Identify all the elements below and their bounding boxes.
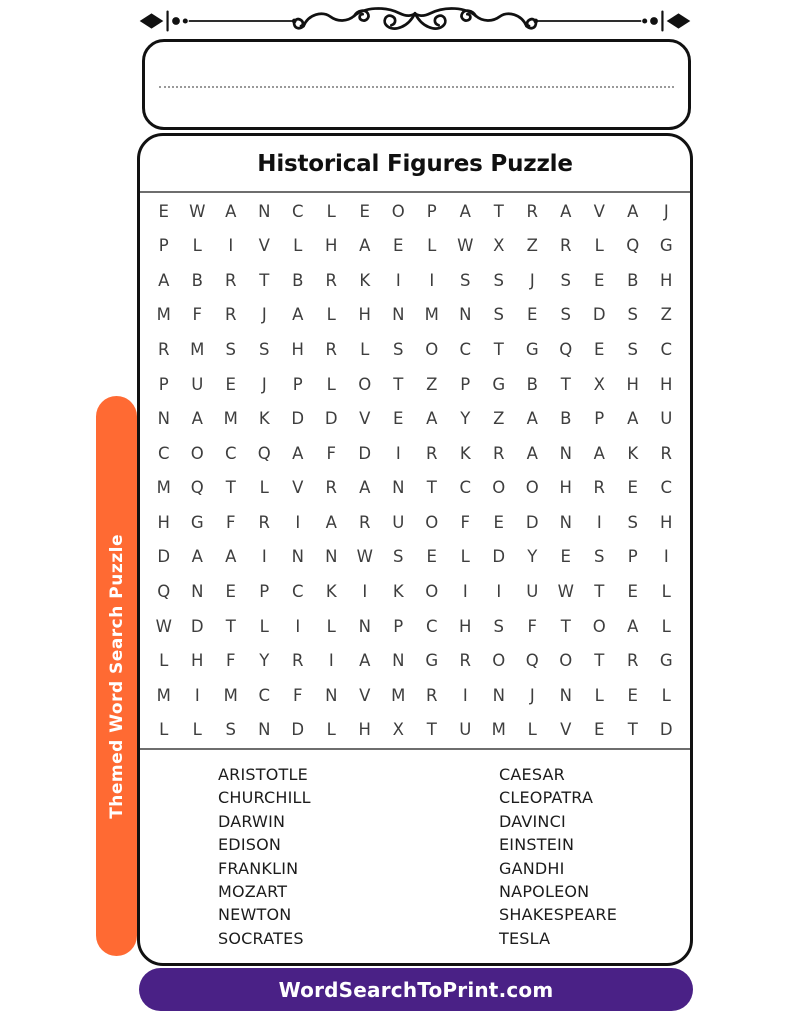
grid-cell: E [527, 305, 538, 325]
grid-cell: Z [660, 305, 672, 325]
grid-cell: M [223, 685, 238, 705]
grid-cell: W [155, 616, 172, 636]
grid-cell: N [492, 685, 505, 705]
grid-cell: I [462, 685, 468, 705]
grid-cell: U [191, 374, 204, 394]
word-item: CAESAR [499, 765, 565, 784]
grid-cell: I [663, 547, 669, 567]
grid-cell: H [660, 270, 673, 290]
grid-cell: C [258, 685, 271, 705]
grid-cell: K [258, 409, 270, 429]
grid-cell: O [492, 651, 506, 671]
grid-cell: S [560, 305, 571, 325]
grid-cell: C [291, 581, 304, 601]
grid-cell: O [525, 478, 539, 498]
grid-cell: Z [526, 236, 538, 256]
word-item: NEWTON [218, 905, 292, 925]
grid-cell: A [359, 236, 371, 256]
grid-cell: A [459, 201, 471, 221]
grid-cell: V [359, 409, 371, 429]
grid-cell: D [291, 720, 305, 740]
grid-cell: N [157, 409, 170, 429]
grid-cell: S [259, 340, 270, 360]
grid-cell: B [560, 409, 572, 429]
flourish-divider-icon [138, 4, 692, 38]
grid-cell: P [158, 374, 169, 394]
grid-cell: R [526, 201, 538, 221]
grid-cell: H [660, 512, 673, 532]
grid-cell: R [258, 512, 270, 532]
grid-cell: V [292, 478, 304, 498]
grid-cell: T [225, 478, 236, 498]
grid-cell: S [627, 512, 638, 532]
grid-cell: H [358, 305, 371, 325]
grid-cell: H [291, 340, 304, 360]
grid-cell: J [529, 270, 535, 290]
grid-cell: F [192, 305, 202, 325]
word-item: MOZART [218, 882, 288, 902]
grid-cell: E [627, 685, 638, 705]
grid-cell: B [292, 270, 304, 290]
grid-cell: D [291, 409, 305, 429]
grid-cell: E [426, 547, 437, 567]
grid-cell: L [326, 616, 336, 636]
grid-cell: L [326, 374, 336, 394]
grid-cell: E [493, 512, 504, 532]
grid-cell: A [560, 201, 572, 221]
grid-cell: J [529, 685, 535, 705]
grid-cell: R [325, 478, 337, 498]
grid-cell: H [325, 236, 338, 256]
word-item: CLEOPATRA [499, 788, 594, 808]
grid-cell: E [627, 478, 638, 498]
grid-cell: P [393, 616, 404, 636]
grid-cell: A [526, 443, 538, 463]
grid-cell: C [660, 478, 673, 498]
grid-cell: R [426, 685, 438, 705]
grid-cell: L [661, 685, 671, 705]
grid-cell: S [460, 270, 471, 290]
grid-cell: N [559, 443, 572, 463]
grid-cell: I [362, 581, 368, 601]
grid-cell: N [392, 478, 405, 498]
grid-cell: T [393, 374, 404, 394]
grid-cell: D [525, 512, 539, 532]
grid-cell: I [429, 270, 435, 290]
theme-side-tab-label: Themed Word Search Puzzle [106, 533, 127, 819]
grid-cell: R [325, 340, 337, 360]
grid-cell: Q [525, 651, 539, 671]
word-item: FRANKLIN [218, 858, 299, 878]
grid-cell: A [292, 443, 304, 463]
grid-cell: S [627, 340, 638, 360]
grid-cell: P [426, 201, 437, 221]
grid-cell: Y [527, 547, 538, 567]
grid-cell: F [226, 512, 236, 532]
grid-cell: M [156, 305, 171, 325]
grid-cell: I [496, 581, 502, 601]
grid-cell: S [594, 547, 605, 567]
grid-cell: O [425, 512, 439, 532]
word-item: EDISON [218, 835, 282, 855]
grid-cell: A [593, 443, 605, 463]
word-item: GANDHI [499, 858, 565, 878]
grid-cell: S [225, 720, 236, 740]
grid-cell: N [325, 685, 338, 705]
grid-cell: K [459, 443, 471, 463]
grid-cell: I [462, 581, 468, 601]
grid-cell: S [393, 340, 404, 360]
grid-cell: V [560, 720, 572, 740]
grid-cell: N [459, 305, 472, 325]
grid-cell: R [459, 651, 471, 671]
grid-cell: I [395, 270, 401, 290]
grid-cell: L [259, 478, 269, 498]
grid-cell: M [391, 685, 406, 705]
grid-cell: D [190, 616, 204, 636]
grid-cell: L [192, 236, 202, 256]
grid-cell: P [627, 547, 638, 567]
grid-cell: E [393, 236, 404, 256]
grid-cell: E [560, 547, 571, 567]
grid-cell: H [660, 374, 673, 394]
grid-cell: A [526, 409, 538, 429]
grid-cell: L [661, 616, 671, 636]
grid-cell: U [660, 409, 673, 429]
grid-cell: A [191, 547, 203, 567]
grid-cell: K [392, 581, 404, 601]
grid-cell: D [592, 305, 606, 325]
grid-cell: G [190, 512, 204, 532]
grid-cell: M [190, 340, 205, 360]
grid-cell: A [158, 270, 170, 290]
grid-cell: Y [460, 409, 471, 429]
grid-cell: E [594, 720, 605, 740]
grid-cell: L [594, 236, 604, 256]
grid-cell: C [157, 443, 170, 463]
grid-cell: D [324, 409, 338, 429]
grid-cell: O [492, 478, 506, 498]
word-item: DARWIN [218, 811, 286, 831]
grid-cell: T [627, 720, 638, 740]
grid-cell: N [291, 547, 304, 567]
grid-cell: W [356, 547, 373, 567]
grid-cell: R [593, 478, 605, 498]
grid-cell: T [426, 478, 437, 498]
grid-cell: G [425, 651, 439, 671]
grid-cell: Q [626, 236, 640, 256]
grid-cell: L [427, 236, 437, 256]
grid-cell: C [660, 340, 673, 360]
grid-cell: Z [426, 374, 438, 394]
grid-cell: N [392, 651, 405, 671]
grid-cell: C [224, 443, 237, 463]
grid-cell: D [358, 443, 372, 463]
grid-cell: D [492, 547, 506, 567]
grid-cell: C [291, 201, 304, 221]
grid-cell: I [228, 236, 234, 256]
grid-cell: D [659, 720, 673, 740]
grid-cell: T [594, 581, 605, 601]
grid-cell: R [660, 443, 672, 463]
grid-cell: M [491, 720, 506, 740]
grid-cell: Y [259, 651, 270, 671]
grid-cell: R [225, 270, 237, 290]
grid-cell: P [158, 236, 169, 256]
grid-cell: P [292, 374, 303, 394]
word-item: DAVINCI [499, 811, 566, 831]
grid-cell: F [326, 443, 336, 463]
grid-cell: M [156, 478, 171, 498]
grid-cell: T [225, 616, 236, 636]
grid-cell: T [493, 201, 504, 221]
grid-cell: I [295, 616, 301, 636]
grid-cell: G [525, 340, 539, 360]
puzzle-title: Historical Figures Puzzle [257, 150, 573, 177]
grid-cell: C [425, 616, 438, 636]
word-item: NAPOLEON [499, 882, 590, 902]
grid-cell: A [627, 616, 639, 636]
grid-cell: A [426, 409, 438, 429]
grid-cell: A [627, 409, 639, 429]
grid-cell: R [627, 651, 639, 671]
grid-cell: L [259, 616, 269, 636]
grid-cell: X [493, 236, 505, 256]
grid-cell: H [459, 616, 472, 636]
grid-cell: O [425, 581, 439, 601]
grid-cell: G [492, 374, 506, 394]
grid-cell: R [158, 340, 170, 360]
grid-cell: R [225, 305, 237, 325]
grid-cell: H [157, 512, 170, 532]
grid-cell: F [527, 616, 537, 636]
grid-cell: O [592, 616, 606, 636]
word-list [140, 750, 690, 963]
grid-cell: I [395, 443, 401, 463]
grid-cell: E [225, 581, 236, 601]
grid-cell: M [424, 305, 439, 325]
grid-cell: E [225, 374, 236, 394]
grid-cell: U [526, 581, 539, 601]
grid-cell: S [493, 305, 504, 325]
grid-cell: J [663, 201, 669, 221]
grid-cell: R [493, 443, 505, 463]
grid-cell: Z [493, 409, 505, 429]
grid-cell: H [191, 651, 204, 671]
grid-cell: T [426, 720, 437, 740]
grid-cell: Q [157, 581, 171, 601]
grid-cell: N [258, 720, 271, 740]
grid-cell: I [328, 651, 334, 671]
grid-cell: W [189, 201, 206, 221]
grid-cell: E [158, 201, 169, 221]
grid-cell: R [560, 236, 572, 256]
grid-cell: L [159, 651, 169, 671]
grid-cell: T [259, 270, 270, 290]
grid-cell: C [459, 478, 472, 498]
grid-cell: P [259, 581, 270, 601]
grid-cell: E [627, 581, 638, 601]
grid-cell: P [460, 374, 471, 394]
grid-cell: O [190, 443, 204, 463]
grid-cell: U [392, 512, 405, 532]
grid-cell: V [593, 201, 605, 221]
grid-cell: N [559, 685, 572, 705]
grid-cell: S [493, 270, 504, 290]
grid-cell: D [157, 547, 171, 567]
grid-cell: W [457, 236, 474, 256]
grid-cell: A [359, 478, 371, 498]
grid-cell: A [359, 651, 371, 671]
grid-cell: A [627, 201, 639, 221]
grid-cell: H [559, 478, 572, 498]
grid-cell: L [360, 340, 370, 360]
grid-cell: I [596, 512, 602, 532]
grid-cell: Q [559, 340, 573, 360]
grid-cell: F [460, 512, 470, 532]
grid-cell: K [359, 270, 371, 290]
grid-cell: N [559, 512, 572, 532]
grid-cell: Q [190, 478, 204, 498]
grid-cell: S [560, 270, 571, 290]
grid-cell: O [391, 201, 405, 221]
grid-cell: O [559, 651, 573, 671]
word-item: ARISTOTLE [218, 765, 308, 784]
grid-cell: N [358, 616, 371, 636]
grid-cell: G [659, 651, 673, 671]
name-writein-box [142, 39, 691, 130]
grid-cell: L [192, 720, 202, 740]
grid-cell: T [560, 616, 571, 636]
grid-cell: N [258, 201, 271, 221]
grid-cell: L [594, 685, 604, 705]
grid-cell: T [493, 340, 504, 360]
grid-cell: R [325, 270, 337, 290]
grid-cell: L [326, 720, 336, 740]
letter-grid [140, 193, 690, 750]
grid-cell: A [292, 305, 304, 325]
grid-cell: E [594, 270, 605, 290]
grid-cell: I [261, 547, 267, 567]
grid-cell: H [626, 374, 639, 394]
name-writein-line [159, 86, 674, 88]
grid-cell: E [594, 340, 605, 360]
word-item: SHAKESPEARE [499, 905, 618, 925]
grid-cell: X [392, 720, 404, 740]
word-list-right-column [499, 763, 617, 963]
grid-cell: R [292, 651, 304, 671]
grid-cell: M [156, 685, 171, 705]
grid-cell: O [425, 340, 439, 360]
grid-cell: A [325, 512, 337, 532]
grid-cell: L [527, 720, 537, 740]
grid-cell: T [560, 374, 571, 394]
grid-cell: B [191, 270, 203, 290]
grid-cell: A [225, 201, 237, 221]
grid-cell: L [326, 201, 336, 221]
grid-cell: N [325, 547, 338, 567]
puzzle-title-area [140, 136, 690, 193]
grid-cell: S [627, 305, 638, 325]
grid-cell: S [393, 547, 404, 567]
grid-cell: J [261, 305, 267, 325]
grid-cell: C [459, 340, 472, 360]
word-item: EINSTEIN [499, 835, 575, 855]
grid-cell: L [293, 236, 303, 256]
grid-cell: I [194, 685, 200, 705]
word-item: TESLA [499, 928, 551, 948]
grid-cell: W [557, 581, 574, 601]
grid-cell: N [191, 581, 204, 601]
grid-cell: L [460, 547, 470, 567]
grid-cell: R [359, 512, 371, 532]
grid-cell: O [358, 374, 372, 394]
word-item: SOCRATES [218, 928, 304, 948]
grid-cell: X [593, 374, 605, 394]
theme-side-tab [96, 396, 137, 956]
puzzle-card [137, 133, 693, 966]
grid-cell: S [493, 616, 504, 636]
grid-cell: Q [257, 443, 271, 463]
grid-cell: S [225, 340, 236, 360]
grid-cell: B [627, 270, 639, 290]
grid-cell: G [659, 236, 673, 256]
word-item: CHURCHILL [218, 788, 311, 808]
grid-cell: J [261, 374, 267, 394]
grid-cell: B [526, 374, 538, 394]
grid-cell: V [258, 236, 270, 256]
word-list-left-column [218, 763, 499, 963]
grid-cell: H [358, 720, 371, 740]
grid-cell: V [359, 685, 371, 705]
grid-cell: E [393, 409, 404, 429]
grid-cell: A [225, 547, 237, 567]
grid-cell: U [459, 720, 472, 740]
grid-cell: F [226, 651, 236, 671]
grid-cell: L [326, 305, 336, 325]
grid-cell: T [594, 651, 605, 671]
grid-cell: R [426, 443, 438, 463]
site-footer-bar [139, 968, 693, 1011]
grid-cell: M [223, 409, 238, 429]
grid-cell: N [392, 305, 405, 325]
grid-cell: A [191, 409, 203, 429]
grid-cell: F [293, 685, 303, 705]
site-footer-label: WordSearchToPrint.com [278, 977, 554, 1002]
grid-cell: L [159, 720, 169, 740]
grid-cell: K [627, 443, 639, 463]
grid-cell: P [594, 409, 605, 429]
grid-cell: I [295, 512, 301, 532]
grid-cell: L [661, 581, 671, 601]
grid-cell: K [325, 581, 337, 601]
grid-cell: E [359, 201, 370, 221]
